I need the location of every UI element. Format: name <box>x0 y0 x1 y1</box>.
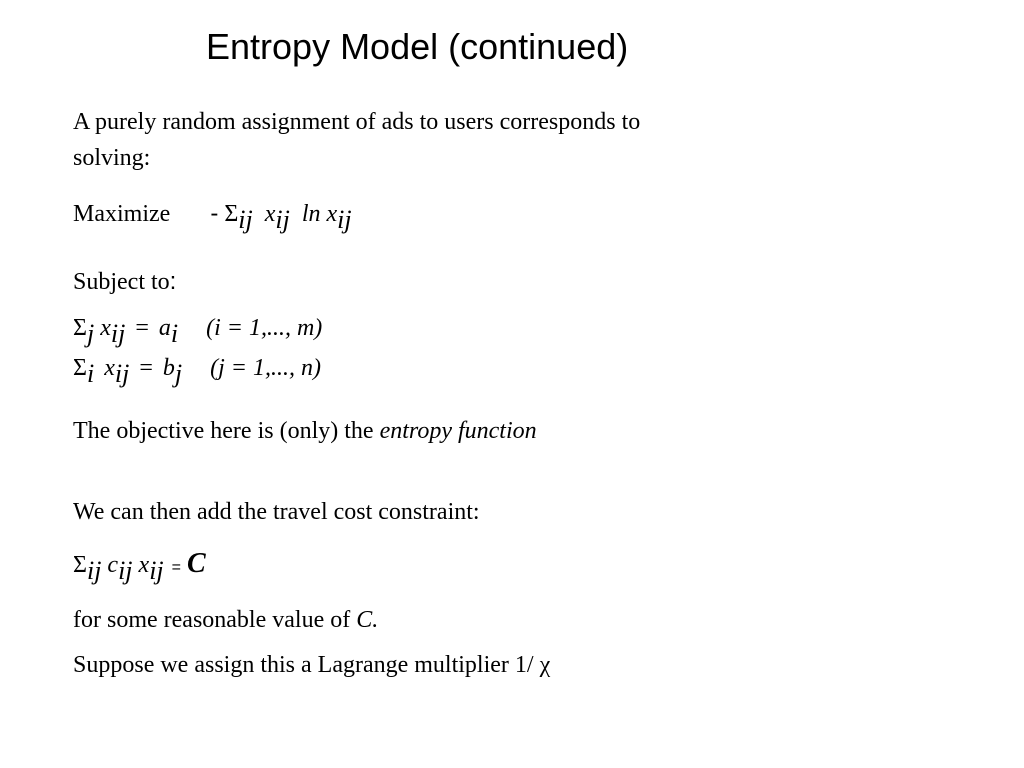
rhs-subscript: j <box>174 359 183 388</box>
ln-subscript: ij <box>337 205 352 234</box>
slide-title: Entropy Model (continued) <box>206 26 629 67</box>
entropy-note-text: The objective here is (only) the <box>73 418 380 444</box>
rhs-variable: b <box>162 355 175 381</box>
minus-sign: - <box>210 200 219 227</box>
sigma-subscript: ij <box>86 556 102 585</box>
c-subscript: ij <box>118 556 133 585</box>
x-subscript: ij <box>149 556 164 585</box>
sigma-subscript: i <box>86 359 95 388</box>
ln-term: ln x <box>301 201 338 227</box>
constraint-2 <box>73 354 321 388</box>
constraint-1 <box>73 314 323 348</box>
x-subscript: ij <box>275 205 290 234</box>
x-variable: x <box>138 552 150 578</box>
intro-line-1: A purely random assignment of ads to users corresponds to <box>73 109 641 135</box>
sigma-symbol: Σ <box>224 201 239 227</box>
index-range: (i = 1,..., m) <box>206 315 323 341</box>
c-variable: c <box>107 552 119 578</box>
subject-to-line <box>73 270 176 294</box>
reasonable-value-line <box>73 608 378 632</box>
lagrange-line <box>73 653 550 677</box>
equals-sign: = <box>171 559 181 576</box>
equals-sign: = <box>139 355 153 381</box>
x-variable: x <box>100 315 111 341</box>
lagrange-text: Suppose we assign this a Lagrange multiplier 1/ <box>73 652 540 678</box>
rhs-variable: a <box>158 315 171 341</box>
chi-symbol: χ <box>539 652 551 678</box>
sigma-symbol: Σ <box>73 552 87 578</box>
cost-total: C <box>186 548 206 579</box>
sigma-subscript: j <box>86 319 95 348</box>
cost-intro: We can then add the travel cost constraint: <box>73 499 480 525</box>
objective-label: Maximize <box>73 201 171 227</box>
reasonable-value-text: for some reasonable value of <box>73 607 357 633</box>
rhs-subscript: i <box>170 319 179 348</box>
sigma-subscript: ij <box>238 205 253 234</box>
intro-line-2: solving: <box>73 145 151 171</box>
index-range: (j = 1,..., n) <box>210 355 321 381</box>
subject-to-colon: : <box>169 268 177 295</box>
cost-constraint <box>73 548 206 585</box>
entropy-note <box>73 419 537 443</box>
sigma-symbol: Σ <box>73 355 87 381</box>
x-subscript: ij <box>114 359 130 388</box>
sigma-symbol: Σ <box>73 315 87 341</box>
x-variable: x <box>104 355 115 381</box>
subject-to-text: Subject to <box>73 269 170 295</box>
x-subscript: ij <box>110 319 126 348</box>
x-variable: x <box>264 201 276 227</box>
entropy-function-term: entropy function <box>379 418 537 444</box>
equals-sign: = <box>135 315 149 341</box>
c-value: C. <box>356 607 379 633</box>
objective-line <box>73 200 352 234</box>
